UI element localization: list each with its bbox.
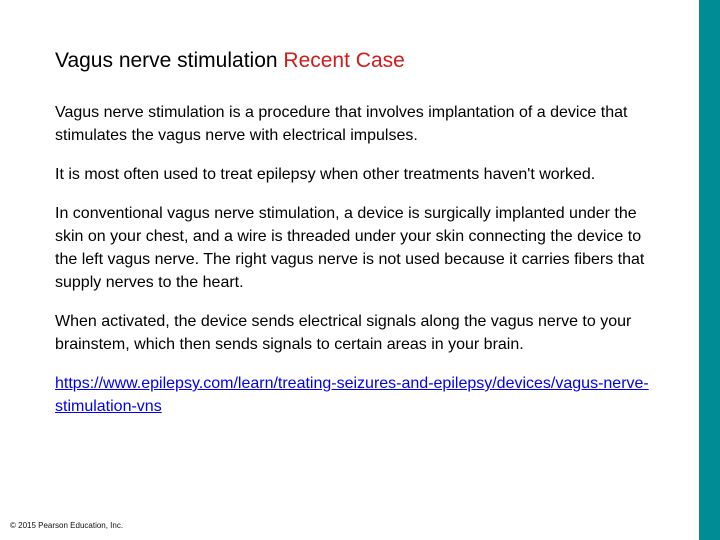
title-main: Vagus nerve stimulation (55, 49, 278, 72)
paragraph-usage: It is most often used to treat epilepsy when other treatments haven't worked. (55, 166, 596, 183)
copyright-footer: © 2015 Pearson Education, Inc. (10, 521, 124, 530)
paragraph-definition: Vagus nerve stimulation is a procedure that involves implantation of a device that stimulates the vagus nerve with electrical impulses. (55, 104, 628, 144)
slide-title (55, 47, 405, 75)
reference-paragraph (55, 372, 655, 418)
slide-body (55, 101, 655, 434)
paragraph-activation: When activated, the device sends electrical signals along the vagus nerve to your brainstem, which then sends signals to certain areas in your brain. (55, 313, 632, 353)
accent-bar (699, 0, 720, 540)
paragraph-procedure: In conventional vagus nerve stimulation, a device is surgically implanted under the skin on your chest, and a wire is threaded under your skin connecting the device to the left vagus nerve. The right vagus nerve is not used because it carries fibers that supply nerves to the heart. (55, 205, 645, 291)
reference-link[interactable]: https://www.epilepsy.com/learn/treating-seizures-and-epilepsy/devices/vagus-nerve-stimulation-vns (55, 375, 649, 415)
title-highlight: Recent Case (283, 49, 405, 72)
